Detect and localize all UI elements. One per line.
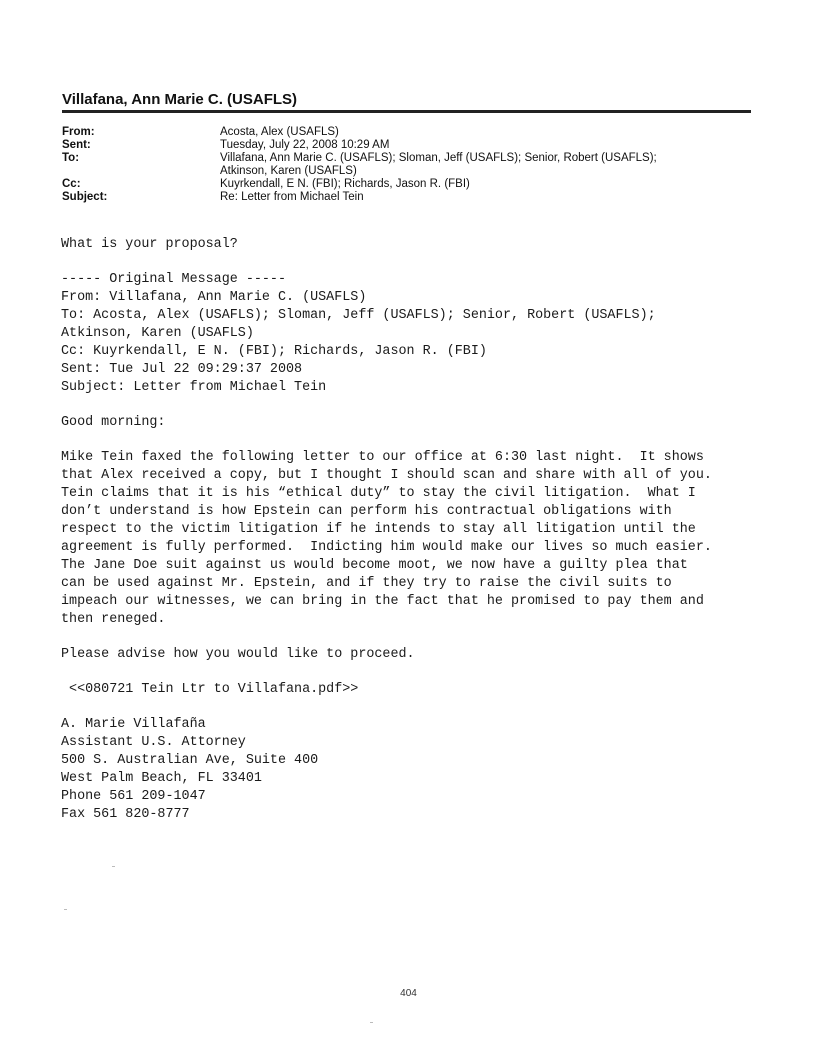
original-cc: Cc: Kuyrkendall, E N. (FBI); Richards, Jason R. (FBI): [61, 344, 487, 359]
mailbox-owner-name: Villafana, Ann Marie C. (USAFLS): [62, 91, 298, 108]
header-row-from: [62, 126, 760, 139]
reply-text: What is your proposal?: [61, 237, 238, 252]
signature-line: West Palm Beach, FL 33401: [61, 771, 262, 786]
original-to-line: To: Acosta, Alex (USAFLS); Sloman, Jeff (USAFLS); Senior, Robert (USAFLS);: [61, 308, 656, 323]
attachment-reference: <<080721 Tein Ltr to Villafana.pdf>>: [61, 682, 359, 697]
signature-line: A. Marie Villafaña: [61, 717, 206, 732]
original-subject: Subject: Letter from Michael Tein: [61, 380, 327, 395]
original-sent: Sent: Tue Jul 22 09:29:37 2008: [61, 362, 303, 377]
paragraph-line: agreement is fully performed. Indicting him would make our lives so much easier.: [61, 540, 712, 555]
paragraph-line: can be used against Mr. Epstein, and if they try to raise the civil suits to: [61, 576, 672, 591]
header-row-sent: [62, 139, 760, 152]
email-header-block: [62, 126, 760, 204]
paragraph-line: impeach our witnesses, we can bring in the fact that he promised to pay them and: [61, 594, 704, 609]
header-rule: [62, 110, 751, 113]
paragraph-line: Tein claims that it is his “ethical duty” to stay the civil litigation. What I: [61, 486, 696, 501]
header-value-line: Kuyrkendall, E N. (FBI); Richards, Jason R. (FBI): [220, 178, 470, 190]
scan-speck: [112, 866, 115, 867]
advise-line: Please advise how you would like to proceed.: [61, 647, 415, 662]
signature-line: Phone 561 209-1047: [61, 789, 206, 804]
header-label: To:: [62, 152, 80, 164]
header-row-to: [62, 152, 760, 178]
header-row-cc: [62, 178, 760, 191]
header-label: Cc:: [62, 178, 81, 190]
scan-speck: [64, 909, 67, 910]
header-value-line: Villafana, Ann Marie C. (USAFLS); Sloman, Jeff (USAFLS); Senior, Robert (USAFLS);: [220, 152, 657, 164]
paragraph-line: The Jane Doe suit against us would become moot, we now have a guilty plea that: [61, 558, 688, 573]
signature-line: 500 S. Australian Ave, Suite 400: [61, 753, 319, 768]
original-message-separator: ----- Original Message -----: [61, 272, 286, 287]
original-to-line: Atkinson, Karen (USAFLS): [61, 326, 254, 341]
header-value: [220, 178, 760, 191]
paragraph-line: that Alex received a copy, but I thought I should scan and share with all of you.: [61, 468, 712, 483]
signature-line: Assistant U.S. Attorney: [61, 735, 246, 750]
header-value-line: Acosta, Alex (USAFLS): [220, 126, 339, 138]
greeting: Good morning:: [61, 415, 166, 430]
header-value: [220, 139, 760, 152]
paragraph-line: respect to the victim litigation if he intends to stay all litigation until the: [61, 522, 696, 537]
paragraph-line: don’t understand is how Epstein can perform his contractual obligations with: [61, 504, 672, 519]
email-body: [61, 236, 712, 824]
header-value-line: Tuesday, July 22, 2008 10:29 AM: [220, 139, 390, 151]
header-row-subject: [62, 191, 760, 204]
header-value: [220, 152, 760, 178]
header-label: Subject:: [62, 191, 108, 203]
header-label: Sent:: [62, 139, 91, 151]
paragraph-line: then reneged.: [61, 612, 166, 627]
paragraph-line: Mike Tein faxed the following letter to our office at 6:30 last night. It shows: [61, 450, 704, 465]
signature-line: Fax 561 820-8777: [61, 807, 190, 822]
header-value-line: Re: Letter from Michael Tein: [220, 191, 364, 203]
original-from: From: Villafana, Ann Marie C. (USAFLS): [61, 290, 367, 305]
page-number: 404: [400, 988, 417, 999]
header-value: [220, 126, 760, 139]
header-label: From:: [62, 126, 95, 138]
header-value: [220, 191, 760, 204]
scan-speck: [370, 1022, 373, 1023]
header-value-line: Atkinson, Karen (USAFLS): [220, 165, 357, 177]
